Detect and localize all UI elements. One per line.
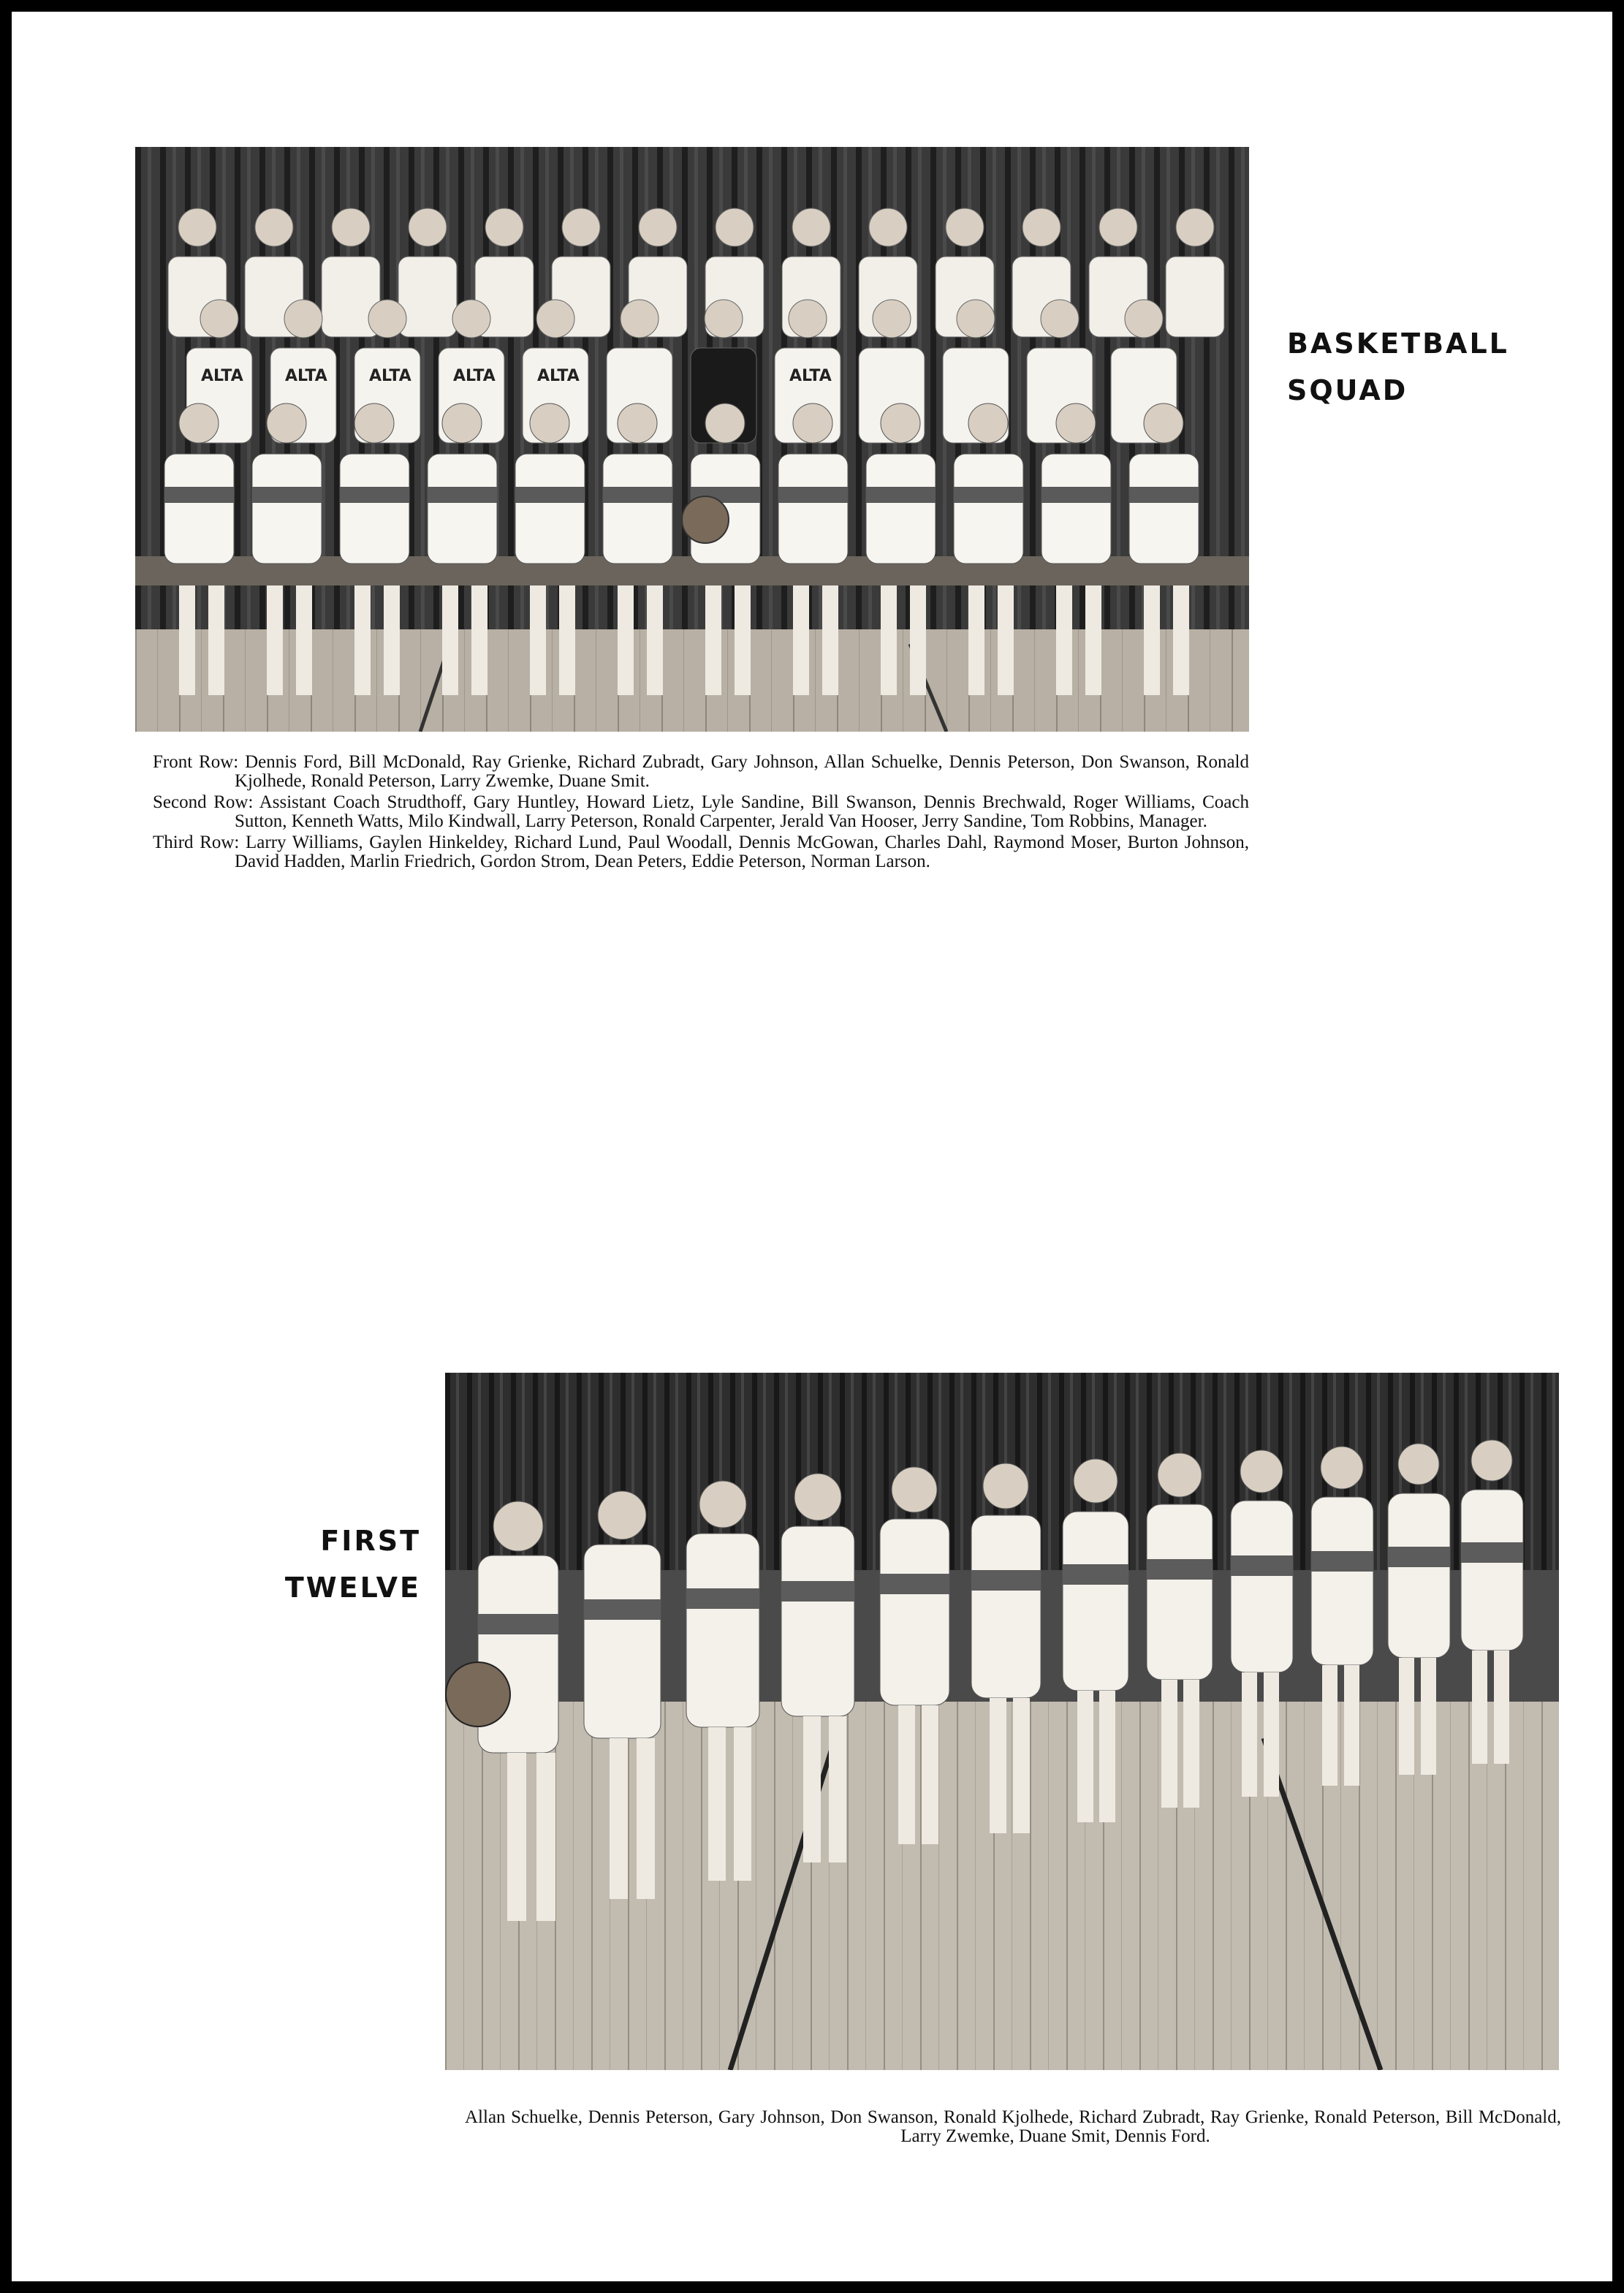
jersey-text: ALTA [285, 367, 327, 385]
squad-heading [1287, 320, 1509, 414]
first-twelve-photo [445, 1373, 1559, 2070]
jersey-text: ALTA [789, 367, 832, 385]
first-twelve-heading-line-2: TWELVE [284, 1572, 421, 1604]
squad-heading-line-2: SQUAD [1287, 374, 1408, 406]
first-twelve-photo-image [445, 1373, 1559, 2070]
jersey-text: ALTA [201, 367, 243, 385]
first-twelve-caption [465, 2090, 1561, 2164]
squad-photo [135, 147, 1249, 732]
first-twelve-heading-line-1: FIRST [320, 1525, 421, 1557]
jersey-text: ALTA [453, 367, 496, 385]
first-twelve-heading [267, 1517, 421, 1611]
squad-photo-image [135, 147, 1249, 732]
jersey-text: ALTA [369, 367, 411, 385]
caption-second-row: Second Row: Assistant Coach Strudthoff, Gary Huntley, Howard Lietz, Lyle Sandine, Bill Swanson, Dennis Brechwald, Roger Williams, Coach Sutton, Kenneth Watts, Milo Kindwall, Larry Peterson, Ronald Carpenter, Jerald Van Hooser, Jerry Sandine, Tom Robbins, Manager. [153, 792, 1249, 831]
first-twelve-caption-text: Allan Schuelke, Dennis Peterson, Gary Johnson, Don Swanson, Ronald Kjolhede, Richard Zubradt, Ray Grienke, Ronald Peterson, Bill McDonald, Larry Zwemke, Duane Smit, Dennis Ford. [465, 2107, 1561, 2146]
jersey-text: ALTA [537, 367, 580, 385]
caption-front-row: Front Row: Dennis Ford, Bill McDonald, Ray Grienke, Richard Zubradt, Gary Johnson, Allan Schuelke, Dennis Peterson, Don Swanson, Ronald Kjolhede, Ronald Peterson, Larry Zwemke, Duane Smit. [153, 752, 1249, 791]
caption-third-row: Third Row: Larry Williams, Gaylen Hinkeldey, Richard Lund, Paul Woodall, Dennis McGowan, Charles Dahl, Raymond Moser, Burton Johnson, David Hadden, Marlin Friedrich, Gordon Strom, Dean Peters, Eddie Peterson, Norman Larson. [153, 833, 1249, 871]
squad-heading-line-1: BASKETBALL [1287, 327, 1509, 360]
squad-caption [153, 753, 1249, 873]
yearbook-page [12, 12, 1612, 2281]
